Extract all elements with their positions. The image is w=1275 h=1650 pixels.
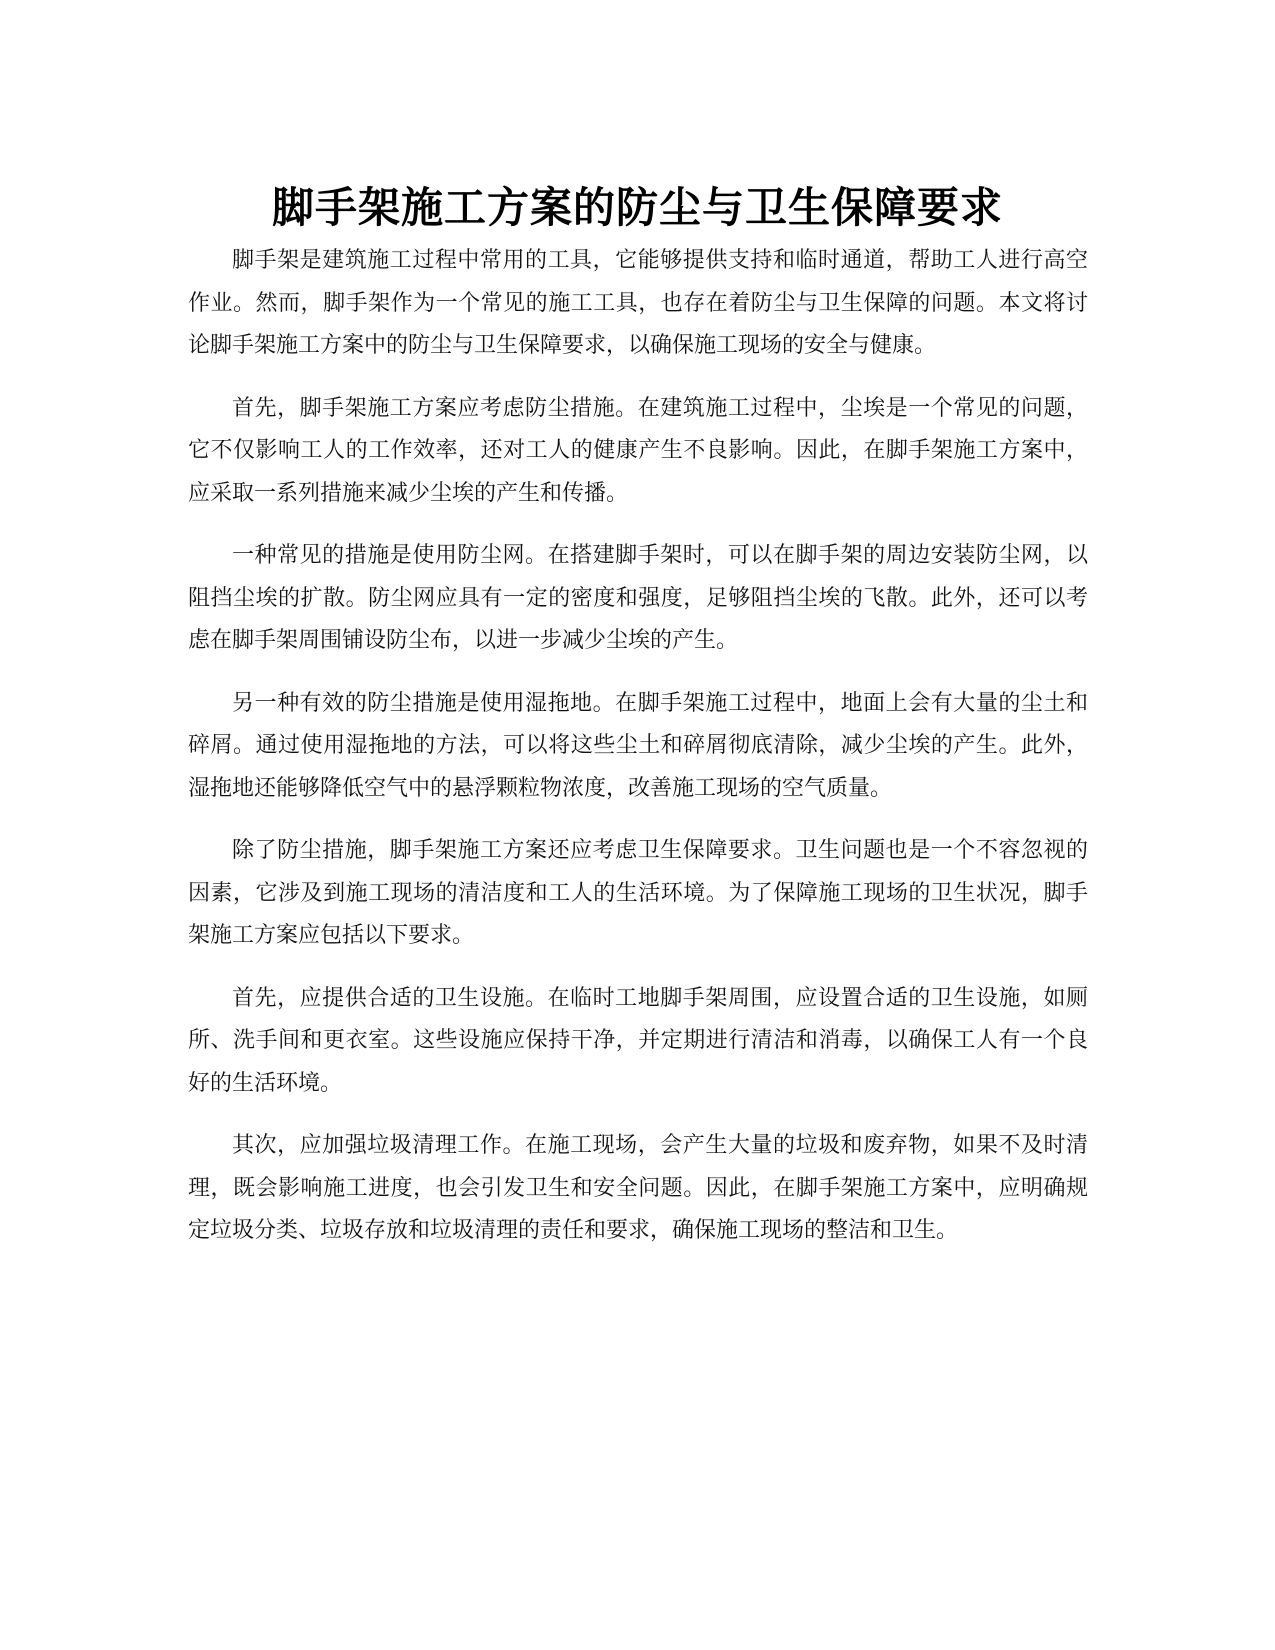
document-title: 脚手架施工方案的防尘与卫生保障要求: [271, 183, 1003, 233]
paragraph-4: 另一种有效的防尘措施是使用湿拖地。在脚手架施工过程中，地面上会有大量的尘土和碎屑。通过使用湿拖地的方法，可以将这些尘土和碎屑彻底清除，减少尘埃的产生。此外，湿拖地还能够降低空气中的悬浮颗粒物浓度，改善施工现场的空气质量。: [188, 690, 1088, 801]
paragraph-3: 一种常见的措施是使用防尘网。在搭建脚手架时，可以在脚手架的周边安装防尘网，以阻挡尘埃的扩散。防尘网应具有一定的密度和强度，足够阻挡尘埃的飞散。此外，还可以考虑在脚手架周围铺设防尘布，以进一步减少尘埃的产生。: [188, 543, 1088, 653]
paragraph-2: 首先，脚手架施工方案应考虑防尘措施。在建筑施工过程中，尘埃是一个常见的问题，它不仅影响工人的工作效率，还对工人的健康产生不良影响。因此，在脚手架施工方案中，应采取一系列措施来减少尘埃的产生和传播。: [188, 395, 1088, 506]
document-body: [188, 240, 1088, 1273]
paragraph-6: 首先，应提供合适的卫生设施。在临时工地脚手架周围，应设置合适的卫生设施，如厕所、洗手间和更衣室。这些设施应保持干净，并定期进行清洁和消毒，以确保工人有一个良好的生活环境。: [188, 985, 1088, 1096]
paragraph-5: 除了防尘措施，脚手架施工方案还应考虑卫生保障要求。卫生问题也是一个不容忽视的因素，它涉及到施工现场的清洁度和工人的生活环境。为了保障施工现场的卫生状况，脚手架施工方案应包括以下要求。: [188, 838, 1088, 948]
paragraph-1: 脚手架是建筑施工过程中常用的工具，它能够提供支持和临时通道，帮助工人进行高空作业。然而，脚手架作为一个常见的施工工具，也存在着防尘与卫生保障的问题。本文将讨论脚手架施工方案中的防尘与卫生保障要求，以确保施工现场的安全与健康。: [188, 248, 1088, 358]
paragraph-7: 其次，应加强垃圾清理工作。在施工现场，会产生大量的垃圾和废弃物，如果不及时清理，既会影响施工进度，也会引发卫生和安全问题。因此，在脚手架施工方案中，应明确规定垃圾分类、垃圾存放和垃圾清理的责任和要求，确保施工现场的整洁和卫生。: [188, 1133, 1088, 1243]
